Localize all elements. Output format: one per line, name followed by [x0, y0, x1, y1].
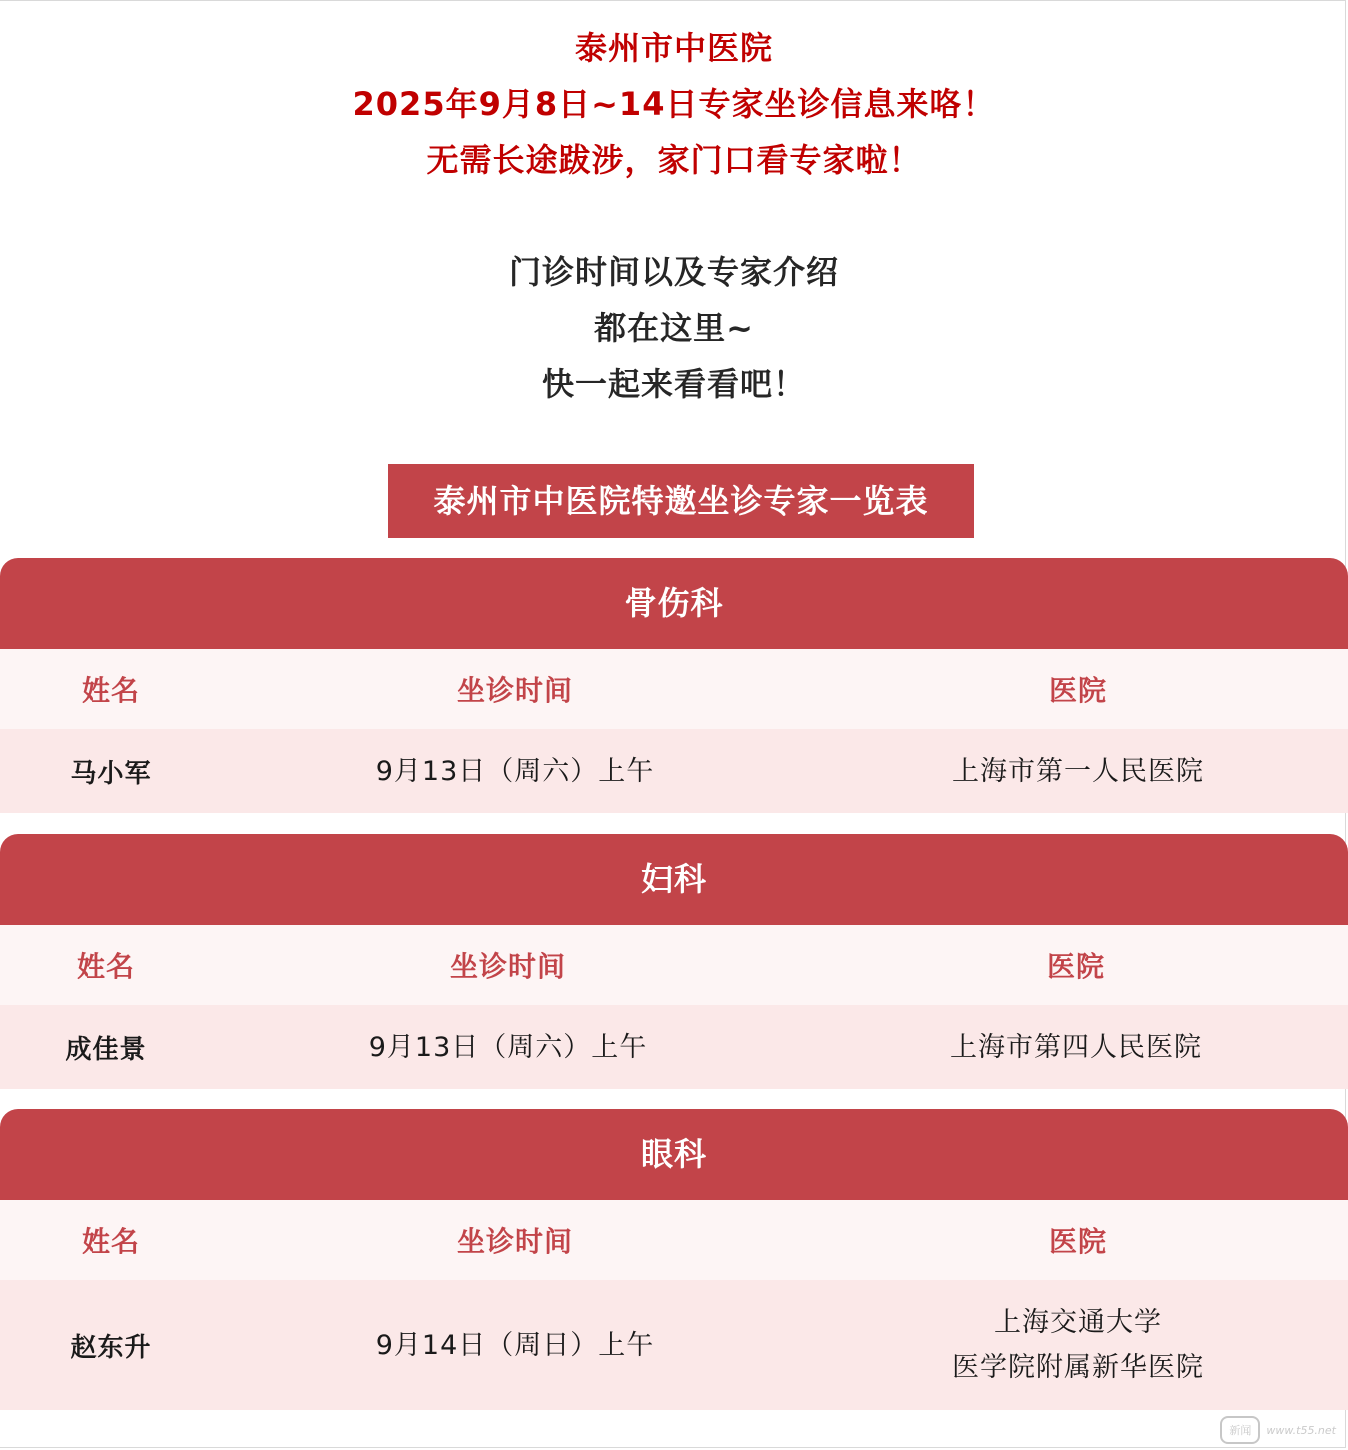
clinic-time: 9月13日（周六）上午 [368, 1031, 648, 1063]
hospital-name: 上海市第一人民医院 [952, 755, 1204, 787]
hospital-name [808, 1280, 1348, 1410]
doctor-name: 赵东升 [70, 1332, 152, 1363]
schedule-subtitle: 2025年9月8日~14日专家坐诊信息来咯！ [352, 85, 996, 123]
table-row [0, 1280, 1348, 1410]
expert-list-banner: 泰州市中医院特邀坐诊专家一览表 [388, 464, 974, 538]
clinic-time: 9月14日（周日）上午 [375, 1329, 655, 1361]
department-card [0, 834, 1348, 1089]
department-card [0, 1109, 1348, 1410]
table-header-row [0, 1200, 1348, 1280]
department-card [0, 558, 1348, 813]
column-header-hospital: 医院 [1048, 674, 1107, 707]
news-logo-icon: 新闻 [1220, 1416, 1260, 1444]
column-header-time: 坐诊时间 [456, 674, 573, 707]
column-header-time: 坐诊时间 [456, 1225, 573, 1258]
intro-line: 都在这里~ [594, 309, 754, 347]
department-title: 妇科 [0, 834, 1348, 925]
hospital-title: 泰州市中医院 [574, 29, 773, 67]
department-title: 眼科 [0, 1109, 1348, 1200]
table-row [0, 729, 1348, 813]
tagline: 无需长途跋涉，家门口看专家啦！ [426, 141, 922, 179]
hospital-name: 上海市第四人民医院 [950, 1031, 1202, 1063]
column-header-name: 姓名 [76, 950, 135, 983]
doctor-name: 马小军 [70, 758, 152, 789]
watermark [1220, 1416, 1336, 1444]
doctor-name: 成佳景 [65, 1034, 147, 1065]
clinic-time: 9月13日（周六）上午 [375, 755, 655, 787]
hospital-name-line: 医学院附属新华医院 [952, 1352, 1204, 1383]
column-header-time: 坐诊时间 [449, 950, 566, 983]
column-header-hospital: 医院 [1046, 950, 1105, 983]
column-header-name: 姓名 [81, 674, 140, 707]
column-header-hospital: 医院 [1048, 1225, 1107, 1258]
table-row [0, 1005, 1348, 1089]
department-title: 骨伤科 [0, 558, 1348, 649]
watermark-text: www.t55.net [1266, 1423, 1336, 1437]
hospital-name-line: 上海交通大学 [994, 1307, 1162, 1338]
column-header-name: 姓名 [81, 1225, 140, 1258]
table-header-row [0, 925, 1348, 1005]
table-header-row [0, 649, 1348, 729]
intro-line: 快一起来看看吧！ [541, 365, 806, 403]
intro-line: 门诊时间以及专家介绍 [508, 253, 839, 291]
